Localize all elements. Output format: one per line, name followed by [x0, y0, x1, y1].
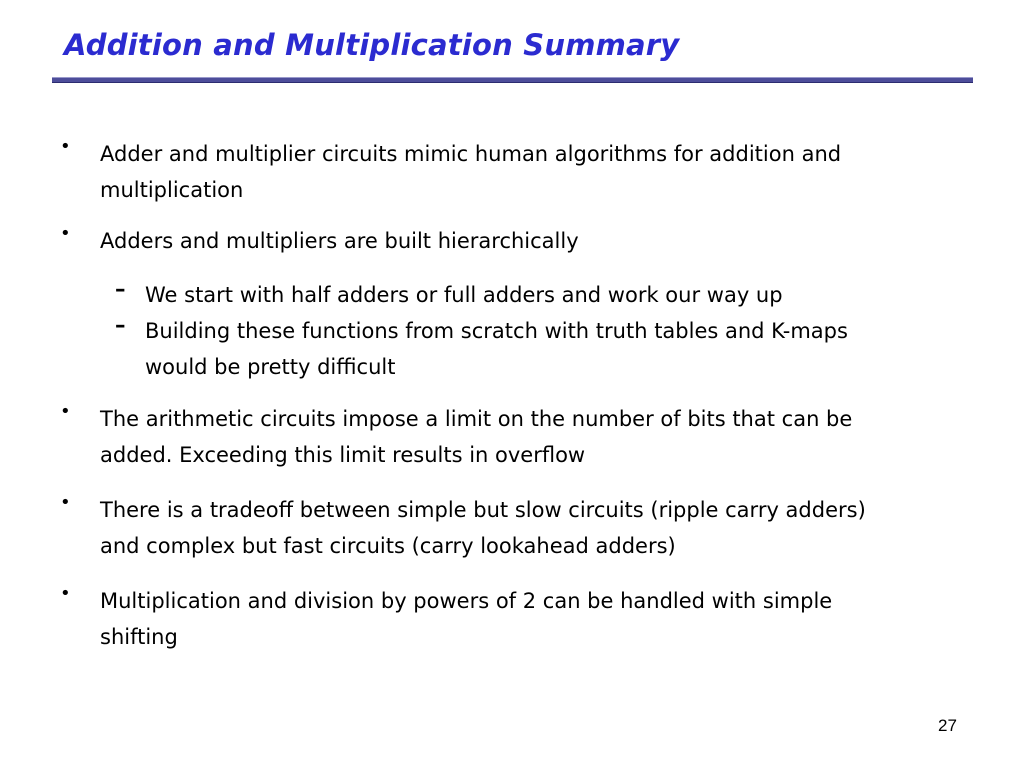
sub-bullet-text: Building these functions from scratch with truth tables and K-maps would be pretty difficult	[145, 319, 848, 379]
title-divider	[52, 77, 973, 83]
sub-bullet-marker: –	[115, 313, 126, 337]
bullet-text: The arithmetic circuits impose a limit on the number of bits that can be added. Exceeding this limit results in overflow	[100, 407, 853, 467]
sub-bullet-text: We start with half adders or full adders and work our way up	[145, 283, 783, 307]
bullet-text: Adder and multiplier circuits mimic human algorithms for addition and multiplication	[100, 142, 842, 202]
page-number: 27	[938, 716, 957, 735]
bullet-marker: •	[60, 583, 71, 604]
bullet-marker: •	[60, 223, 71, 244]
slide-title: Addition and Multiplication Summary	[64, 28, 680, 62]
bullet-marker: •	[60, 401, 71, 422]
bullet-text: There is a tradeoff between simple but slow circuits (ripple carry adders) and complex but fast circuits (carry lookahead adders)	[100, 498, 866, 558]
bullet-text: Multiplication and division by powers of 2 can be handled with simple shifting	[100, 589, 833, 649]
bullet-text: Adders and multipliers are built hierarchically	[100, 229, 579, 253]
bullet-marker: •	[60, 136, 71, 157]
sub-bullet-marker: –	[115, 277, 126, 301]
bullet-marker: •	[60, 492, 71, 513]
